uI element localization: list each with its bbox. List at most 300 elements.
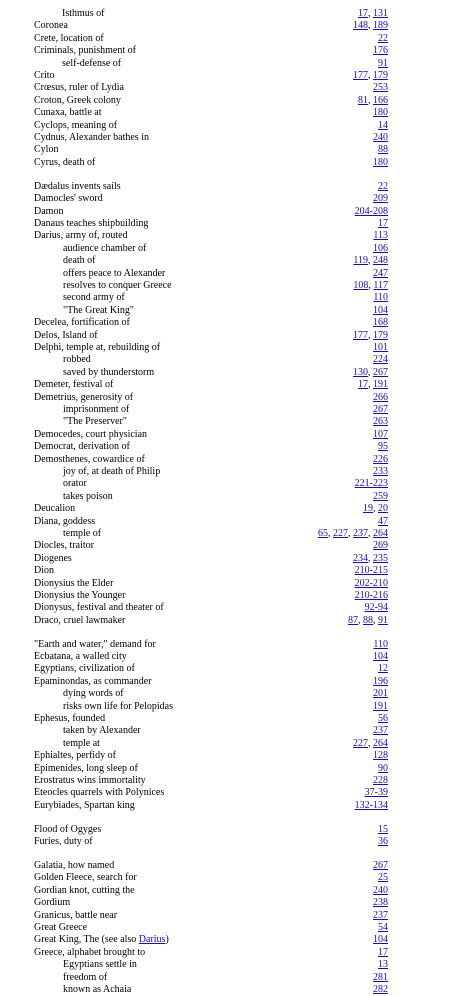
page-link[interactable]: 264 [373, 737, 388, 749]
page-link[interactable]: 189 [373, 20, 388, 32]
index-term: Epaminondas, as commander [34, 675, 152, 687]
page-link[interactable]: 65 [318, 527, 328, 539]
index-entry [0, 910, 455, 922]
page-references [373, 416, 388, 428]
page-references [378, 836, 388, 848]
page-references [365, 602, 388, 614]
page-separator: , [368, 329, 373, 341]
index-term: joy of, at death of Philip [63, 465, 161, 477]
index-entry [0, 95, 455, 107]
page-references [373, 676, 388, 688]
page-link[interactable]: 191 [373, 700, 388, 712]
page-references [355, 578, 388, 590]
index-term: Dionysus, festival and theater of [34, 602, 164, 614]
page-references [378, 872, 388, 884]
index-entry [0, 206, 455, 218]
page-link[interactable]: 108 [353, 279, 369, 291]
page-references [373, 429, 388, 441]
page-link[interactable]: 177 [353, 70, 368, 81]
page-link[interactable]: 180 [373, 107, 388, 119]
page-references [378, 763, 388, 775]
page-link[interactable]: 104 [373, 651, 388, 662]
page-link[interactable]: 95 [378, 441, 388, 453]
page-link[interactable]: 179 [373, 329, 388, 341]
index-term: Damocles' sword [34, 193, 103, 205]
index-entry [0, 984, 455, 996]
page-link[interactable]: 240 [373, 132, 388, 143]
page-references [373, 317, 388, 329]
index-term: Greece, alphabet brought to [34, 946, 146, 958]
page-link[interactable]: 110 [373, 638, 388, 650]
index-entry [0, 725, 455, 737]
page-references [373, 107, 388, 119]
index-entry [0, 615, 455, 627]
page-link[interactable]: 237 [373, 725, 388, 737]
page-link[interactable]: 17 [358, 8, 368, 19]
page-references [373, 243, 388, 255]
page-link[interactable]: 196 [373, 675, 388, 687]
page-separator: , [328, 527, 333, 539]
index-term: "The Preserver" [63, 416, 127, 428]
index-entry [0, 972, 455, 984]
page-link[interactable]: 221-223 [354, 478, 388, 490]
index-entry [0, 243, 455, 255]
page-references [373, 157, 388, 169]
page-separator: , [348, 527, 353, 539]
index-term: Galatia, how named [34, 860, 115, 871]
index-entry [0, 503, 455, 515]
page-references [373, 651, 388, 663]
page-link[interactable]: 20 [378, 503, 388, 515]
page-references [378, 120, 388, 132]
page-references [318, 528, 388, 540]
index-entry [0, 218, 455, 230]
page-link[interactable]: 180 [373, 156, 388, 168]
index-entry [0, 701, 455, 713]
index-term: Darius, army of, routed [34, 230, 128, 242]
index-term: Great King, The (see also Darius) [34, 934, 169, 946]
page-references [378, 58, 388, 70]
index-term: Crete, location of [34, 32, 104, 44]
page-references [378, 33, 388, 45]
index-entry [0, 354, 455, 366]
page-references [373, 972, 388, 984]
page-separator: , [358, 614, 363, 626]
page-references [373, 897, 388, 909]
page-link[interactable]: 266 [373, 391, 388, 403]
index-term: Granicus, battle near [34, 909, 118, 921]
index-entry [0, 144, 455, 156]
index-entry [0, 491, 455, 503]
page-link[interactable]: 130 [353, 366, 368, 378]
page-references [373, 292, 388, 304]
index-entry [0, 578, 455, 590]
page-references [355, 478, 388, 490]
page-references [373, 404, 388, 416]
page-references [373, 82, 388, 94]
index-term: Decelea, fortification of [34, 317, 130, 329]
page-link[interactable]: 176 [373, 45, 388, 57]
page-references [373, 701, 388, 713]
index-entry [0, 292, 455, 304]
index-entry [0, 107, 455, 119]
page-references [358, 379, 388, 391]
index-entry [0, 478, 455, 490]
page-link[interactable]: 12 [378, 663, 388, 675]
index-term: second army of [63, 292, 125, 304]
index-entry [0, 157, 455, 169]
page-link[interactable]: 177 [353, 329, 368, 341]
index-term: Great Greece [34, 922, 88, 933]
index-term: Epimenides, long sleep of [34, 762, 138, 774]
page-references [373, 454, 388, 466]
page-link[interactable]: 264 [373, 527, 388, 539]
page-link[interactable]: 106 [373, 242, 388, 254]
index-entry [0, 516, 455, 528]
index-entry [0, 193, 455, 205]
page-link[interactable]: 107 [373, 428, 388, 440]
index-entry [0, 255, 455, 267]
page-link[interactable]: 17 [358, 379, 368, 391]
page-references [373, 639, 388, 651]
page-separator: , [368, 379, 373, 391]
page-link[interactable]: 92-94 [364, 602, 388, 614]
index-term: robbed [63, 354, 91, 366]
page-references [378, 959, 388, 971]
index-entry [0, 466, 455, 478]
page-references [355, 206, 388, 218]
index-entry [0, 416, 455, 428]
index-entry [0, 70, 455, 82]
index-entry [0, 429, 455, 441]
index-entry [0, 947, 455, 959]
index-entry [0, 922, 455, 934]
index-term: audience chamber of [63, 242, 147, 254]
page-references [373, 491, 388, 503]
index-entry [0, 268, 455, 280]
index-term: Delphi, temple at, rebuilding of [34, 341, 161, 353]
index-term: Ephesus, founded [34, 713, 106, 724]
index-entry [0, 454, 455, 466]
index-term: orator [63, 478, 87, 490]
page-link[interactable]: 36 [378, 836, 388, 848]
page-separator: , [368, 94, 373, 106]
index-term: Diogenes [34, 552, 72, 564]
page-link[interactable]: 210-216 [354, 589, 388, 601]
index-entry [0, 872, 455, 884]
page-link[interactable]: 226 [373, 453, 388, 465]
index-term: Dædalus invents sails [34, 180, 121, 192]
page-link[interactable]: 19 [363, 503, 373, 515]
index-entry [0, 738, 455, 750]
page-separator: , [368, 366, 373, 378]
page-references [378, 441, 388, 453]
page-link[interactable]: 22 [378, 180, 388, 192]
cross-reference-link[interactable]: Darius [138, 934, 166, 946]
index-term: Ecbatana, a walled city [34, 651, 127, 662]
index-entry [0, 590, 455, 602]
index-entry [0, 860, 455, 872]
page-link[interactable]: 117 [373, 279, 388, 291]
page-link[interactable]: 201 [373, 688, 388, 700]
page-link[interactable]: 204-208 [354, 205, 388, 217]
page-references [378, 947, 388, 959]
page-link[interactable]: 168 [373, 317, 388, 329]
index-entry [0, 280, 455, 292]
page-link[interactable]: 259 [373, 490, 388, 502]
page-link[interactable]: 148 [353, 20, 368, 32]
page-references [378, 663, 388, 675]
page-separator: , [368, 8, 373, 19]
page-references [373, 750, 388, 762]
page-references [378, 516, 388, 528]
page-references [353, 738, 388, 750]
page-link[interactable]: 238 [373, 897, 388, 909]
index-entry [0, 663, 455, 675]
index-term: Dionysius the Younger [34, 589, 126, 601]
index-term: Flood of Ogyges [34, 823, 102, 835]
index-entry [0, 959, 455, 971]
index-entry [0, 404, 455, 416]
page-link[interactable]: 240 [373, 884, 388, 896]
page-references [373, 354, 388, 366]
page-references [378, 824, 388, 836]
page-references [353, 70, 388, 82]
page-references [373, 688, 388, 700]
page-link[interactable]: 101 [373, 341, 388, 353]
page-link[interactable]: 235 [373, 552, 388, 564]
index-term: saved by thunderstorm [63, 366, 155, 378]
index-term: self-defense of [62, 57, 122, 69]
page-link[interactable]: 54 [378, 922, 388, 933]
page-references [353, 330, 388, 342]
index-entry [0, 132, 455, 144]
page-link[interactable]: 47 [378, 515, 388, 527]
index-term: Draco, cruel lawmaker [34, 614, 126, 626]
page-references [378, 181, 388, 193]
index-term: resolves to conquer Greece [63, 279, 172, 291]
page-references [378, 218, 388, 230]
page-references [353, 367, 388, 379]
page-link[interactable]: 119 [353, 255, 368, 267]
page-link[interactable]: 87 [348, 614, 358, 626]
page-separator: , [373, 503, 378, 515]
page-references [353, 20, 388, 32]
page-references [373, 305, 388, 317]
page-link[interactable]: 267 [373, 860, 388, 871]
index-entry [0, 775, 455, 787]
page-references [348, 615, 388, 627]
page-link[interactable]: 17 [378, 217, 388, 229]
index-term: offers peace to Alexander [63, 267, 166, 279]
page-link[interactable]: 25 [378, 872, 388, 884]
index-entry [0, 441, 455, 453]
index-entry [0, 934, 455, 946]
index-term: Danaus teaches shipbuilding [34, 217, 149, 229]
index-entry [0, 342, 455, 354]
page-link[interactable]: 281 [373, 971, 388, 983]
index-entry [0, 651, 455, 663]
page-link[interactable]: 191 [373, 379, 388, 391]
page-references [373, 466, 388, 478]
index-entry [0, 750, 455, 762]
index-term: Furies, duty of [34, 836, 93, 848]
index-term: takes poison [63, 490, 113, 502]
index-entry [0, 528, 455, 540]
page-link[interactable]: 104 [373, 304, 388, 316]
page-link[interactable]: 269 [373, 540, 388, 552]
index-term: temple of [63, 527, 102, 539]
index-entry [0, 763, 455, 775]
page-references [373, 392, 388, 404]
index-term: Dion [34, 565, 54, 577]
index-term: Cyclops, meaning of [34, 119, 118, 131]
page-references [373, 342, 388, 354]
index-entry [0, 602, 455, 614]
page-references [378, 713, 388, 725]
index-entry [0, 897, 455, 909]
index-entry [0, 20, 455, 32]
page-link[interactable]: 179 [373, 70, 388, 81]
index-term: Damon [34, 205, 64, 217]
page-link[interactable]: 248 [373, 255, 388, 267]
page-references [363, 503, 388, 515]
index-term: dying words of [63, 688, 124, 700]
index-entry [0, 565, 455, 577]
page-link[interactable]: 282 [373, 984, 388, 995]
page-references [365, 787, 388, 799]
page-references [373, 860, 388, 872]
index-entry [0, 787, 455, 799]
page-link[interactable]: 224 [373, 354, 388, 366]
index-term: freedom of [63, 971, 108, 983]
page-link[interactable]: 17 [378, 946, 388, 958]
page-link[interactable]: 247 [373, 267, 388, 279]
index-term: Democrat, derivation of [34, 441, 130, 453]
page-references [355, 800, 388, 812]
page-link[interactable]: 13 [378, 959, 388, 971]
page-link[interactable]: 91 [378, 614, 388, 626]
index-term: Demosthenes, cowardice of [34, 453, 145, 465]
index-term: Egyptians settle in [63, 959, 137, 971]
index-entry [0, 392, 455, 404]
index-term: Isthmus of [62, 8, 105, 19]
index-term: Crœsus, ruler of Lydia [34, 82, 124, 94]
page-link[interactable]: 202-210 [354, 577, 388, 589]
page-link[interactable]: 228 [373, 775, 388, 786]
page-references [358, 95, 388, 107]
page-link[interactable]: 104 [373, 934, 388, 946]
page-link[interactable]: 210-215 [354, 565, 388, 577]
page-link[interactable]: 237 [353, 527, 368, 539]
index-entry [0, 8, 455, 20]
index-term: Cyrus, death of [34, 156, 96, 168]
index-term: Egyptians, civilization of [34, 663, 135, 675]
index-term: Demeter, festival of [34, 379, 114, 391]
index-term: Eurybiades, Spartan king [34, 799, 135, 811]
page-link[interactable]: 267 [373, 366, 388, 378]
page-link[interactable]: 234 [353, 552, 368, 564]
index-term: Croton, Greek colony [34, 94, 121, 106]
index-term: Gordium [34, 897, 71, 909]
page-link[interactable]: 88 [378, 144, 388, 156]
page-link[interactable]: 237 [373, 909, 388, 921]
page-references [358, 8, 388, 20]
page-link[interactable]: 90 [378, 762, 388, 774]
index-term: imprisonment of [63, 403, 130, 415]
index-term: Criminals, punishment of [34, 45, 136, 57]
index-entry [0, 824, 455, 836]
page-link[interactable]: 14 [378, 119, 388, 131]
index-term: Diana, goddess [34, 515, 96, 527]
index-term: known as Achaia [63, 984, 132, 995]
page-references [378, 922, 388, 934]
page-references [353, 255, 388, 267]
index-term: Dionysius the Elder [34, 577, 114, 589]
page-link[interactable]: 227 [353, 737, 368, 749]
page-link[interactable]: 166 [373, 94, 388, 106]
page-references [373, 193, 388, 205]
index-entry [0, 379, 455, 391]
index-entry [0, 58, 455, 70]
page-references [353, 553, 388, 565]
page-link[interactable]: 263 [373, 416, 388, 428]
index-term: Crito [34, 70, 55, 81]
page-references [373, 268, 388, 280]
page-references [373, 132, 388, 144]
page-link[interactable]: 22 [378, 32, 388, 44]
index-entry [0, 45, 455, 57]
page-link[interactable]: 91 [378, 57, 388, 69]
page-separator: , [368, 552, 373, 564]
index-term: Cylon [34, 144, 59, 156]
page-separator: , [368, 279, 374, 291]
page-link[interactable]: 15 [378, 823, 388, 835]
index-entry [0, 713, 455, 725]
index-entry [0, 688, 455, 700]
page-separator: , [368, 20, 373, 32]
page-references [355, 565, 388, 577]
page-link[interactable]: 128 [373, 750, 388, 762]
page-link[interactable]: 233 [373, 465, 388, 477]
page-link[interactable]: 113 [373, 230, 388, 242]
page-link[interactable]: 81 [358, 94, 368, 106]
page-link[interactable]: 209 [373, 193, 388, 205]
page-link[interactable]: 88 [363, 614, 373, 626]
page-references [353, 280, 388, 292]
index-entry [0, 676, 455, 688]
page-link[interactable]: 37-39 [364, 787, 388, 799]
index-term: Ephialtes, perfidy of [34, 750, 116, 762]
page-separator: , [368, 70, 373, 81]
index-entry [0, 639, 455, 651]
page-link[interactable]: 227 [333, 527, 348, 539]
page-link[interactable]: 132-134 [354, 799, 388, 811]
index-entry [0, 317, 455, 329]
page-link[interactable]: 110 [373, 292, 388, 304]
index-term: risks own life for Pelopidas [63, 700, 173, 712]
page-link[interactable]: 131 [373, 8, 388, 19]
page-references [373, 984, 388, 996]
page-link[interactable]: 56 [378, 713, 388, 724]
index-entry [0, 540, 455, 552]
index-term: Demetrius, generosity of [34, 391, 134, 403]
index-entry [0, 553, 455, 565]
page-link[interactable]: 267 [373, 403, 388, 415]
index-term: Cydnus, Alexander bathes in [34, 132, 149, 143]
page-references [355, 590, 388, 602]
page-link[interactable]: 253 [373, 82, 388, 94]
